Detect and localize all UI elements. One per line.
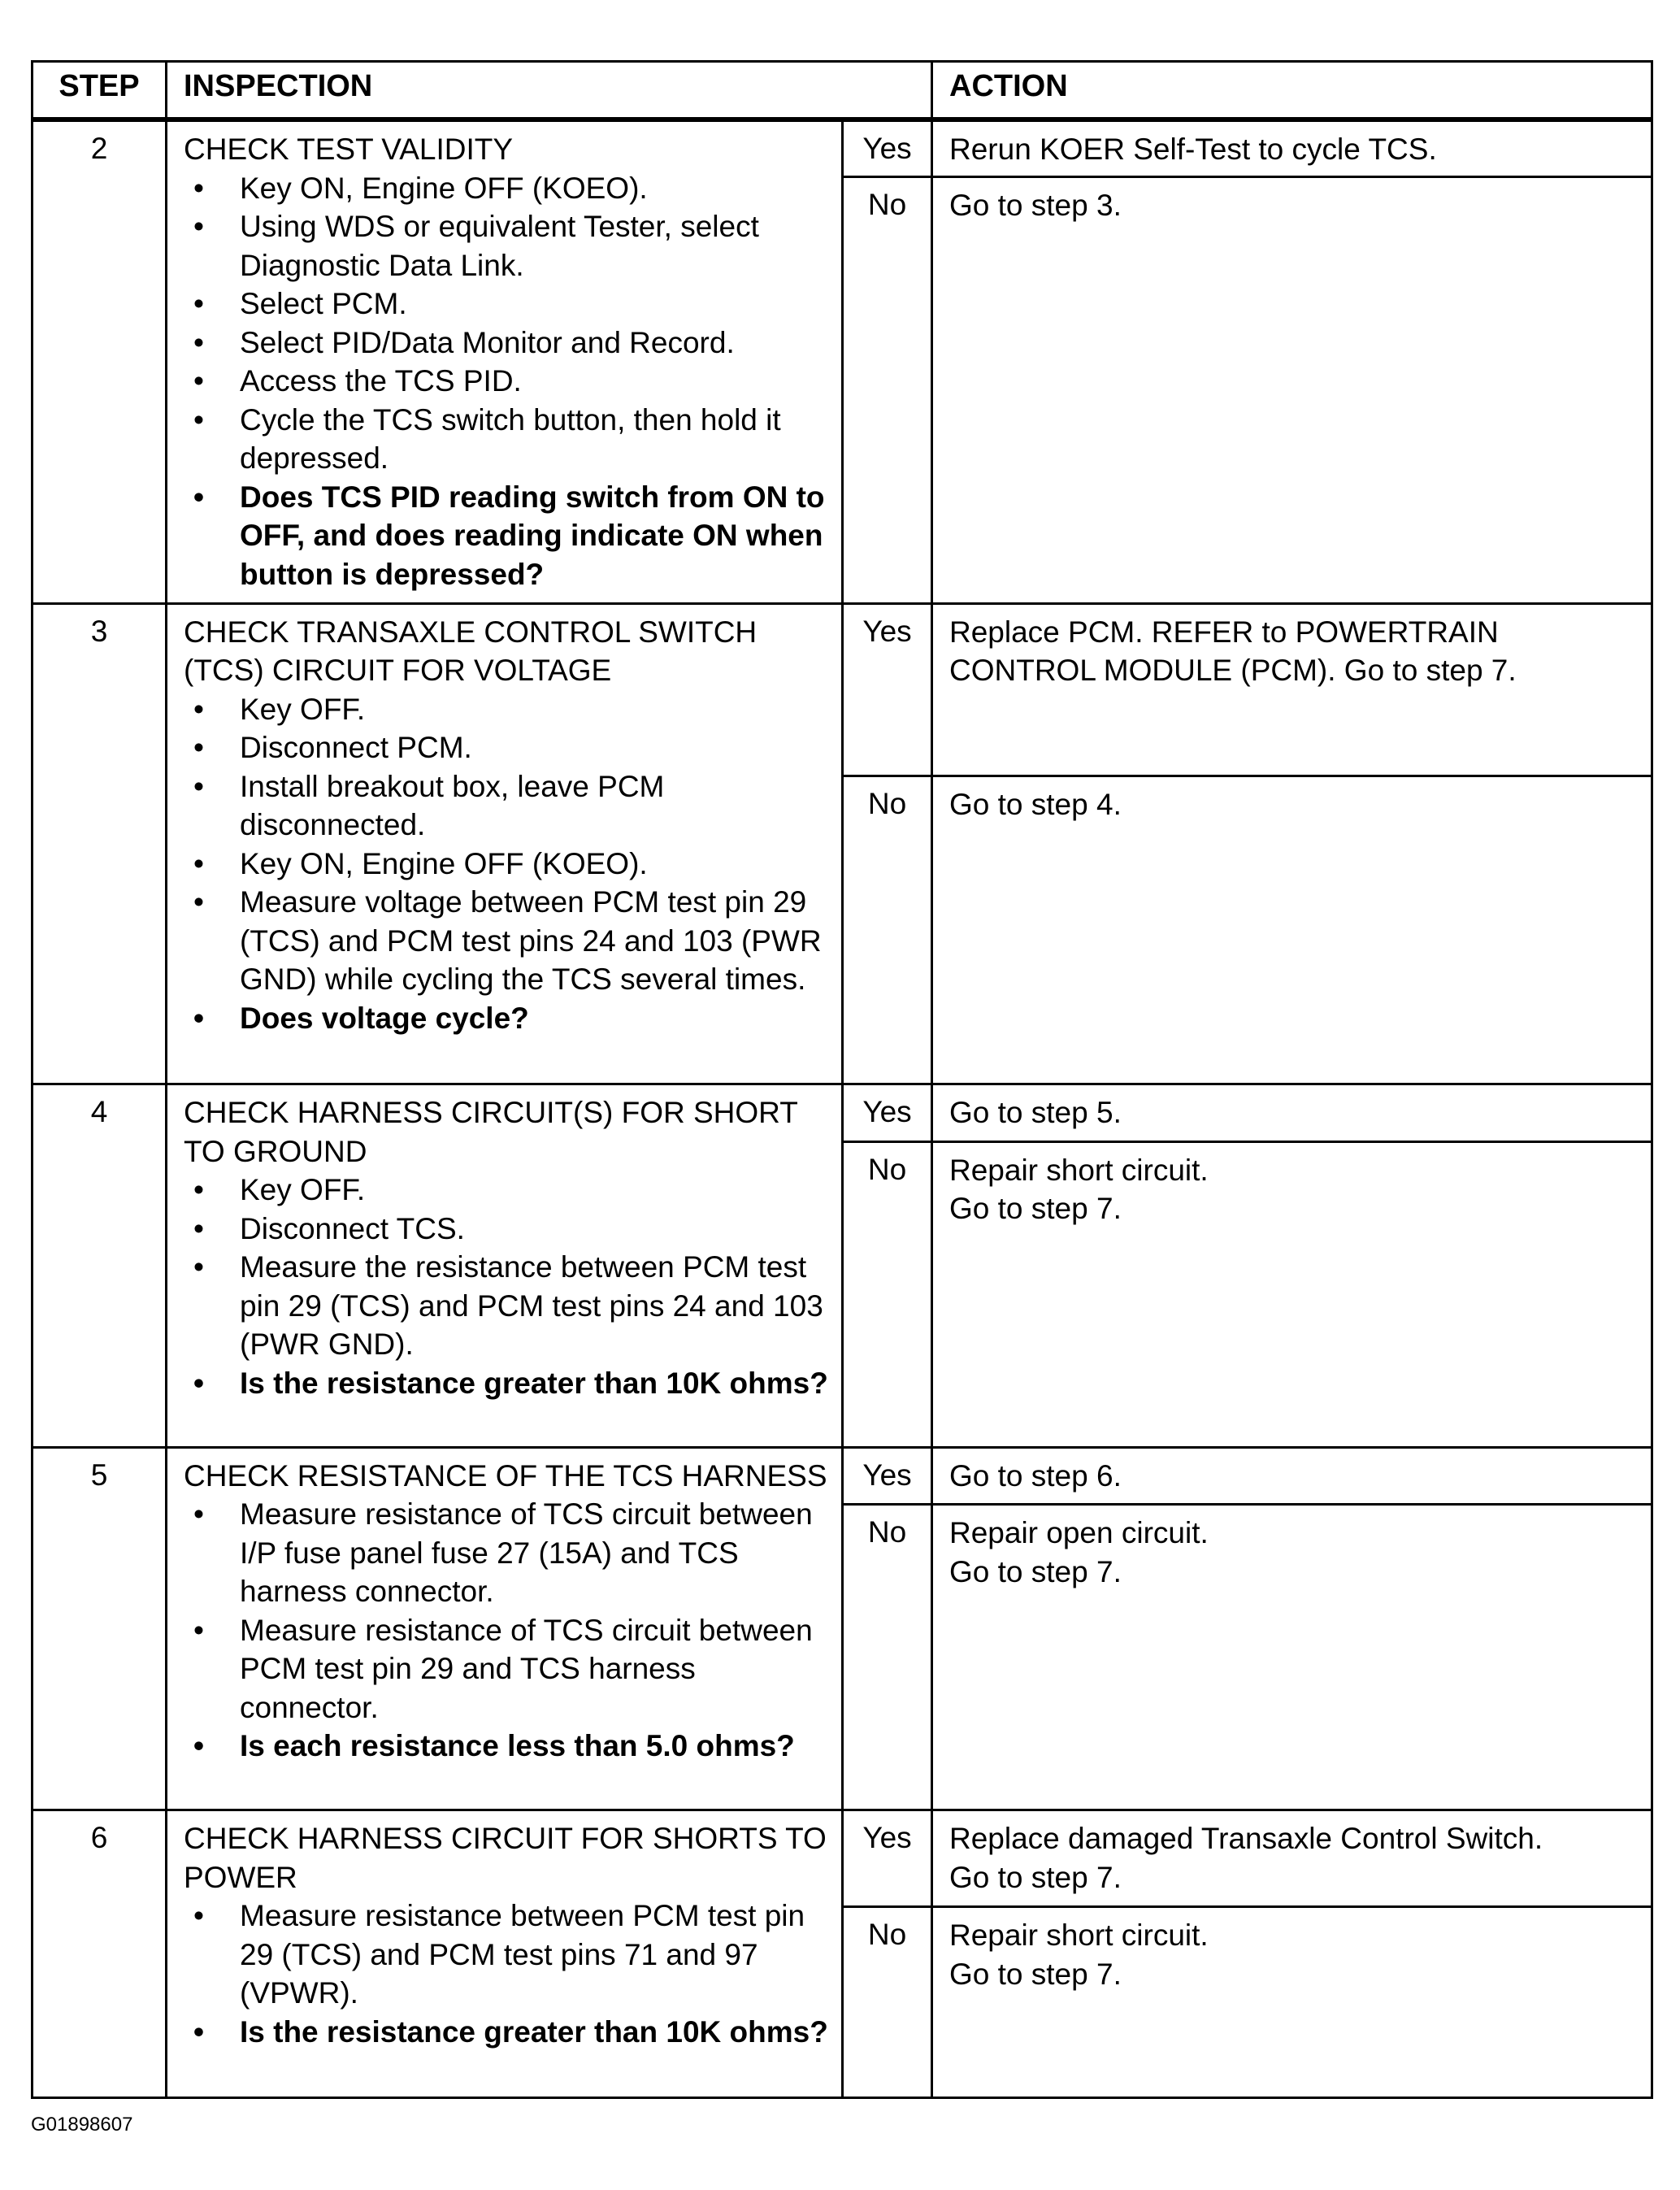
- procedure-list: [184, 1495, 831, 1766]
- procedure-item: • Measure the resistance between PCM test pin 29 (TCS) and PCM test pins 24 and 103 (PWR GND).: [184, 1248, 831, 1364]
- yes-action: Replace PCM. REFER to POWERTRAIN CONTROL MODULE (PCM). Go to step 7.: [932, 603, 1652, 776]
- no-action: Repair short circuit. Go to step 7.: [932, 1141, 1652, 1447]
- check-question: • Is the resistance greater than 10K ohms?: [184, 1364, 831, 1403]
- check-title: CHECK RESISTANCE OF THE TCS HARNESS: [184, 1458, 827, 1493]
- procedure-list: [184, 169, 831, 594]
- diagnostic-table: [31, 60, 1653, 2099]
- no-action: Repair open circuit. Go to step 7.: [932, 1505, 1652, 1810]
- procedure-item: • Disconnect PCM.: [184, 728, 831, 767]
- yes-label: Yes: [843, 119, 932, 177]
- procedure-item: • Key ON, Engine OFF (KOEO).: [184, 169, 831, 208]
- action-header: ACTION: [932, 62, 1652, 120]
- no-action: Go to step 4.: [932, 776, 1652, 1084]
- procedure-item: • Cycle the TCS switch button, then hold it depressed.: [184, 401, 831, 478]
- figure-id: G01898607: [31, 2114, 133, 2136]
- yes-label: Yes: [843, 1447, 932, 1505]
- step-row: [33, 1084, 1652, 1142]
- no-action: Go to step 3.: [932, 177, 1652, 603]
- no-label: No: [843, 1907, 932, 2098]
- procedure-list: [184, 690, 831, 1038]
- yes-action: Rerun KOER Self-Test to cycle TCS.: [932, 119, 1652, 177]
- procedure-item: • Measure resistance of TCS circuit between I/P fuse panel fuse 27 (15A) and TCS harness connector.: [184, 1495, 831, 1611]
- procedure-item: • Key ON, Engine OFF (KOEO).: [184, 845, 831, 884]
- no-label: No: [843, 177, 932, 603]
- check-title: CHECK TEST VALIDITY: [184, 133, 514, 166]
- step-number: 5: [33, 1447, 167, 1810]
- step-number: 6: [33, 1810, 167, 2098]
- inspection-header: INSPECTION: [167, 62, 932, 120]
- step-number: 2: [33, 119, 167, 603]
- check-title: CHECK HARNESS CIRCUIT(S) FOR SHORT TO GROUND: [184, 1096, 798, 1168]
- table-body: [33, 119, 1652, 2098]
- yes-label: Yes: [843, 603, 932, 776]
- yes-action: Replace damaged Transaxle Control Switch. Go to step 7.: [932, 1810, 1652, 1907]
- procedure-item: • Install breakout box, leave PCM disconnected.: [184, 767, 831, 845]
- step-row: [33, 1810, 1652, 1907]
- procedure-item: • Measure resistance between PCM test pin 29 (TCS) and PCM test pins 71 and 97 (VPWR).: [184, 1897, 831, 2013]
- check-question: • Does TCS PID reading switch from ON to OFF, and does reading indicate ON when button is depressed?: [184, 478, 831, 594]
- inspection-cell: [167, 1447, 843, 1810]
- procedure-item: • Select PCM.: [184, 285, 831, 324]
- step-number: 3: [33, 603, 167, 1084]
- check-title: CHECK TRANSAXLE CONTROL SWITCH (TCS) CIRCUIT FOR VOLTAGE: [184, 615, 758, 688]
- no-label: No: [843, 776, 932, 1084]
- procedure-item: • Measure resistance of TCS circuit between PCM test pin 29 and TCS harness connector.: [184, 1611, 831, 1727]
- header-row: [33, 62, 1652, 120]
- procedure-item: • Access the TCS PID.: [184, 362, 831, 401]
- inspection-cell: [167, 1084, 843, 1447]
- check-title: CHECK HARNESS CIRCUIT FOR SHORTS TO POWER: [184, 1822, 827, 1894]
- check-question: • Does voltage cycle?: [184, 999, 831, 1038]
- step-number: 4: [33, 1084, 167, 1447]
- procedure-list: [184, 1171, 831, 1402]
- step-row: [33, 119, 1652, 177]
- no-action: Repair short circuit. Go to step 7.: [932, 1907, 1652, 2098]
- yes-action: Go to step 6.: [932, 1447, 1652, 1505]
- inspection-cell: [167, 1810, 843, 2098]
- yes-label: Yes: [843, 1810, 932, 1907]
- procedure-item: • Using WDS or equivalent Tester, select Diagnostic Data Link.: [184, 207, 831, 285]
- check-question: • Is each resistance less than 5.0 ohms?: [184, 1727, 831, 1766]
- inspection-cell: [167, 603, 843, 1084]
- step-header: STEP: [33, 62, 167, 120]
- yes-label: Yes: [843, 1084, 932, 1142]
- procedure-list: [184, 1897, 831, 2051]
- procedure-item: • Key OFF.: [184, 1171, 831, 1210]
- yes-action: Go to step 5.: [932, 1084, 1652, 1142]
- no-label: No: [843, 1141, 932, 1447]
- procedure-item: • Measure voltage between PCM test pin 29 (TCS) and PCM test pins 24 and 103 (PWR GND) while cycling the TCS several times.: [184, 883, 831, 999]
- no-label: No: [843, 1505, 932, 1810]
- step-row: [33, 1447, 1652, 1505]
- procedure-item: • Select PID/Data Monitor and Record.: [184, 324, 831, 363]
- inspection-cell: [167, 119, 843, 603]
- procedure-item: • Disconnect TCS.: [184, 1210, 831, 1249]
- procedure-item: • Key OFF.: [184, 690, 831, 729]
- step-row: [33, 603, 1652, 776]
- check-question: • Is the resistance greater than 10K ohms?: [184, 2013, 831, 2052]
